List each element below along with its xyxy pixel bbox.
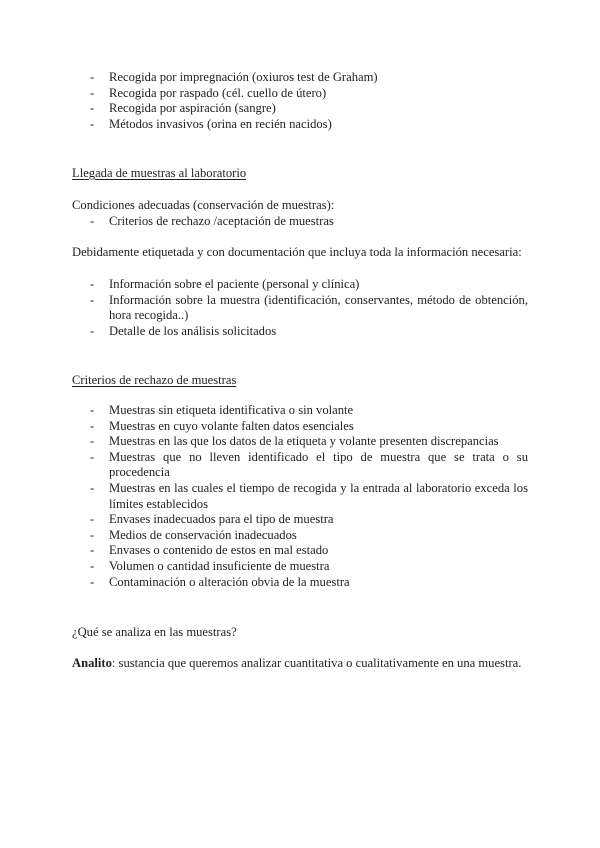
section-heading-arrival: Llegada de muestras al laboratorio: [72, 166, 247, 180]
list-item: - Volumen o cantidad insuficiente de muestra: [90, 558, 330, 573]
list-item: - Recogida por raspado (cél. cuello de útero): [90, 85, 327, 100]
list-item: - Criterios de rechazo /aceptación de muestras: [90, 214, 334, 228]
list-item: - Información sobre el paciente (personal y clínica): [90, 277, 360, 291]
list-item: - Envases o contenido de estos en mal estado: [90, 543, 329, 558]
list-item: - Medios de conservación inadecuados: [90, 527, 297, 542]
list-item: - Información sobre la muestra (identificación, conservantes, método de obtención, hora recogida..): [90, 292, 528, 323]
conditions-label: Condiciones adecuadas (conservación de muestras):: [72, 198, 335, 212]
section-heading-rejection: Criterios de rechazo de muestras: [72, 373, 237, 387]
list-item: - Muestras en las cuales el tiempo de recogida y la entrada al laboratorio exceda los límites establecidos: [90, 480, 528, 511]
list-item: - Métodos invasivos (orina en recién nacidos): [90, 116, 332, 131]
labeling-list: [72, 277, 528, 339]
list-item: - Muestras en las que los datos de la etiqueta y volante presenten discrepancias: [90, 434, 499, 449]
list-item: - Detalle de los análisis solicitados: [90, 323, 277, 338]
list-item: - Recogida por impregnación (oxiuros test de Graham): [90, 70, 378, 84]
analyte-term: Analito: [72, 656, 112, 670]
question-text: ¿Qué se analiza en las muestras?: [72, 625, 237, 639]
list-item: - Recogida por aspiración (sangre): [90, 101, 276, 116]
labeling-paragraph: Debidamente etiquetada y con documentación que incluya toda la información necesaria:: [72, 245, 522, 259]
list-item: - Muestras que no lleven identificado el tipo de muestra que se trata o su procedencia: [90, 449, 528, 480]
collection-methods-list: [72, 70, 528, 132]
list-item: - Muestras sin etiqueta identificativa o sin volante: [90, 403, 354, 417]
analyte-definition: Analito: sustancia que queremos analizar cuantitativa o cualitativamente en una muestra.: [72, 656, 522, 670]
conditions-list: [72, 214, 528, 230]
list-item: - Contaminación o alteración obvia de la muestra: [90, 574, 350, 589]
list-item: - Envases inadecuados para el tipo de muestra: [90, 512, 334, 527]
rejection-criteria-list: [72, 403, 528, 590]
list-item: - Muestras en cuyo volante falten datos esenciales: [90, 418, 354, 433]
